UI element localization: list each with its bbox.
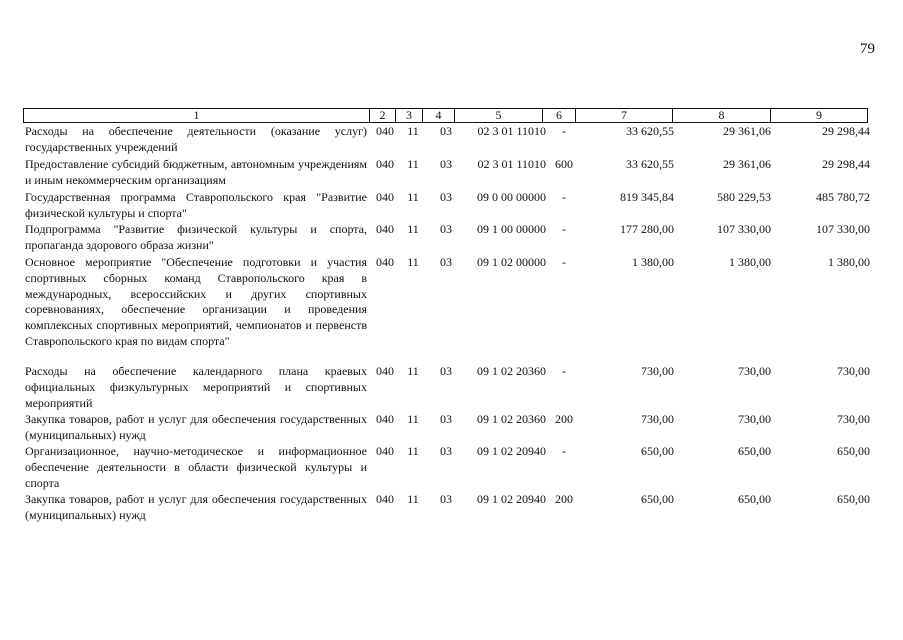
row-col-5: 02 3 01 11010	[477, 157, 546, 171]
row-col-3: 11	[407, 492, 419, 506]
header-col-6: 6	[543, 109, 576, 123]
row-col-4: 03	[440, 255, 452, 269]
row-col-5: 09 1 02 00000	[477, 255, 546, 269]
row-name: Расходы на обеспечение календарного плана краевых официальных физкультурных мероприятий и спортивных мероприятий	[25, 364, 367, 410]
row-col-3: 11	[407, 157, 419, 171]
row-col-4: 03	[440, 157, 452, 171]
row-name: Предоставление субсидий бюджетным, автономным учреждениям и иным некоммерческим организациям	[25, 157, 367, 187]
row-col-9: 29 298,44	[822, 124, 870, 138]
row-col-3: 11	[407, 222, 419, 236]
row-col-6: 600	[555, 157, 573, 171]
row-col-7: 730,00	[641, 412, 674, 426]
row-col-2: 040	[376, 364, 394, 378]
row-col-2: 040	[376, 412, 394, 426]
row-name: Основное мероприятие "Обеспечение подготовки и участия спортивных сборных команд Ставропольского края в международных, всероссийских и других спортивных соревнованиях, обеспечение организации и проведения комплексных спортивных мероприятий, чемпионатов и первенств Ставропольского края по видам спорта"	[25, 255, 367, 348]
row-col-8: 730,00	[738, 412, 771, 426]
row-name: Закупка товаров, работ и услуг для обеспечения государственных (муниципальных) нужд	[25, 492, 367, 522]
header-col-8: 8	[673, 109, 771, 123]
row-col-2: 040	[376, 190, 394, 204]
row-col-6: 200	[555, 492, 573, 506]
row-col-9: 650,00	[837, 492, 870, 506]
row-col-3: 11	[407, 255, 419, 269]
row-col-2: 040	[376, 444, 394, 458]
row-col-5: 02 3 01 11010	[477, 124, 546, 138]
row-col-4: 03	[440, 222, 452, 236]
row-col-9: 1 380,00	[828, 255, 870, 269]
header-col-1: 1	[24, 109, 370, 123]
header-col-3: 3	[396, 109, 423, 123]
row-col-5: 09 1 02 20940	[477, 492, 546, 506]
row-col-6: -	[562, 222, 566, 236]
row-col-4: 03	[440, 190, 452, 204]
row-col-9: 730,00	[837, 364, 870, 378]
row-col-7: 819 345,84	[620, 190, 674, 204]
row-col-7: 177 280,00	[620, 222, 674, 236]
row-col-3: 11	[407, 364, 419, 378]
row-col-7: 650,00	[641, 492, 674, 506]
row-col-8: 650,00	[738, 444, 771, 458]
header-col-9: 9	[771, 109, 868, 123]
header-col-7: 7	[576, 109, 673, 123]
column-number-header	[23, 108, 868, 123]
row-col-5: 09 1 02 20940	[477, 444, 546, 458]
row-col-8: 29 361,06	[723, 157, 771, 171]
row-col-2: 040	[376, 255, 394, 269]
row-col-4: 03	[440, 124, 452, 138]
row-col-2: 040	[376, 157, 394, 171]
row-col-6: -	[562, 124, 566, 138]
row-col-9: 29 298,44	[822, 157, 870, 171]
header-col-5: 5	[455, 109, 543, 123]
row-col-4: 03	[440, 364, 452, 378]
row-name: Подпрограмма "Развитие физической культуры и спорта, пропаганда здорового образа жизни"	[25, 222, 367, 252]
row-col-9: 107 330,00	[816, 222, 870, 236]
page-number: 79	[860, 41, 875, 57]
row-col-7: 730,00	[641, 364, 674, 378]
row-col-2: 040	[376, 124, 394, 138]
row-col-4: 03	[440, 444, 452, 458]
row-col-2: 040	[376, 222, 394, 236]
row-col-7: 33 620,55	[626, 157, 674, 171]
row-name: Государственная программа Ставропольского края "Развитие физической культуры и спорта"	[25, 190, 367, 220]
row-col-3: 11	[407, 190, 419, 204]
row-col-8: 107 330,00	[717, 222, 771, 236]
header-col-4: 4	[423, 109, 455, 123]
row-col-6: 200	[555, 412, 573, 426]
row-col-5: 09 1 02 20360	[477, 412, 546, 426]
row-col-8: 650,00	[738, 492, 771, 506]
row-name: Расходы на обеспечение деятельности (оказание услуг) государственных учреждений	[25, 124, 367, 154]
row-col-7: 650,00	[641, 444, 674, 458]
row-col-5: 09 1 02 20360	[477, 364, 546, 378]
row-col-2: 040	[376, 492, 394, 506]
row-col-6: -	[562, 255, 566, 269]
row-col-8: 730,00	[738, 364, 771, 378]
row-col-5: 09 0 00 00000	[477, 190, 546, 204]
row-col-5: 09 1 00 00000	[477, 222, 546, 236]
row-col-3: 11	[407, 444, 419, 458]
row-col-9: 730,00	[837, 412, 870, 426]
row-col-4: 03	[440, 412, 452, 426]
row-name: Организационное, научно-методическое и информационное обеспечение деятельности в области физической культуры и спорта	[25, 444, 367, 490]
row-col-4: 03	[440, 492, 452, 506]
row-col-8: 580 229,53	[717, 190, 771, 204]
row-col-9: 485 780,72	[816, 190, 870, 204]
row-col-3: 11	[407, 412, 419, 426]
row-col-3: 11	[407, 124, 419, 138]
row-col-6: -	[562, 364, 566, 378]
row-col-8: 1 380,00	[729, 255, 771, 269]
row-col-9: 650,00	[837, 444, 870, 458]
row-col-6: -	[562, 444, 566, 458]
row-name: Закупка товаров, работ и услуг для обеспечения государственных (муниципальных) нужд	[25, 412, 367, 442]
row-col-8: 29 361,06	[723, 124, 771, 138]
row-col-6: -	[562, 190, 566, 204]
row-col-7: 33 620,55	[626, 124, 674, 138]
row-col-7: 1 380,00	[632, 255, 674, 269]
header-col-2: 2	[370, 109, 396, 123]
